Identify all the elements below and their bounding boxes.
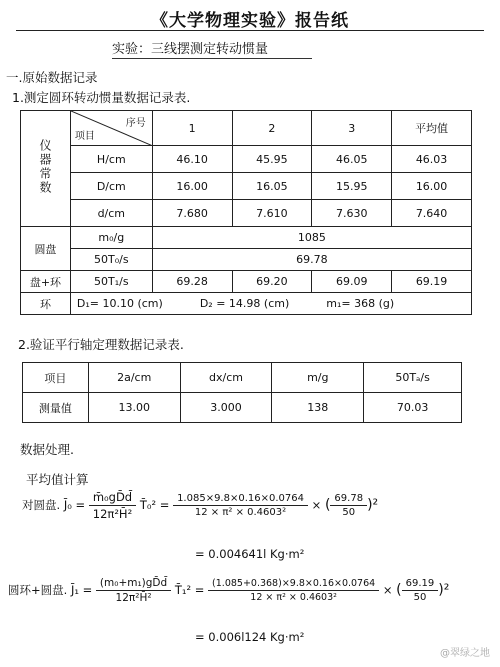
corner-top-label: 序号	[125, 118, 146, 129]
corner-bottom-label: 项目	[74, 131, 95, 142]
combo-period-fraction: $\frac{69.19}{50}$	[402, 578, 439, 603]
row-label: D/cm	[70, 173, 152, 200]
page-header-title: 《大学物理实验》报告纸	[151, 11, 349, 31]
cell: 69.28	[152, 271, 232, 293]
cell: 69.19	[392, 271, 472, 293]
cell: 138	[272, 393, 364, 423]
cell: 7.630	[312, 200, 392, 227]
combo-lhs: J̄₁ =	[70, 583, 93, 597]
cell: 7.640	[392, 200, 472, 227]
cell: 7.680	[152, 200, 232, 227]
col-header: 3	[312, 111, 392, 146]
col-header: 平均值	[392, 111, 472, 146]
disk-numeric-fraction: $\frac{1.085\times 9.8\times 0.16\times 0.0764}{\text{12 × π² × 0.4603²}}$	[173, 493, 308, 518]
group-ring: 环	[21, 293, 71, 315]
cell: 13.00	[88, 393, 180, 423]
col-header: dx/cm	[180, 363, 272, 393]
row-label: d/cm	[70, 200, 152, 227]
corner-header-cell	[70, 111, 152, 146]
cell: 70.03	[364, 393, 462, 423]
cell: 3.000	[180, 393, 272, 423]
section2-title: 2.验证平行轴定理数据记录表.	[18, 337, 184, 352]
ring-dimensions-cell	[70, 293, 471, 315]
average-calc-title: 平均值计算	[26, 472, 89, 487]
header-divider	[16, 30, 484, 31]
experiment-title-underline	[112, 58, 312, 59]
col-header: 50Tₐ/s	[364, 363, 462, 393]
disk-T: T̄₀² =	[139, 498, 170, 512]
combo-numeric-fraction: $\frac{(1.085+0.368)\times 9.8\times 0.16\times 0.0764}{\text{12 × π² × 0.4603²}}$	[208, 578, 379, 603]
cell: 69.09	[312, 271, 392, 293]
disk-period-fraction: $\frac{69.78}{50}$	[330, 493, 367, 518]
combo-times: ×	[382, 583, 393, 597]
col-header: 1	[152, 111, 232, 146]
ring-d1: D₁= 10.10 (cm)	[76, 297, 163, 310]
ring-d2: D₂ = 14.98 (cm)	[199, 297, 290, 310]
cell: 46.10	[152, 146, 232, 173]
group-instrument-constants: 仪器常数	[21, 111, 71, 227]
disk-result: = 0.004641l Kg·m²	[195, 547, 305, 561]
cell: 69.78	[152, 249, 471, 271]
disk-formula: 对圆盘. J̄₀ = $\frac{\text{m̄₀gD̄d̄}}{\text{12π²H̄²}}$ T̄₀² = $\frac{1.085\times 9.8\times 0.16\times 0.0764}{\text{12 × π² × 0.4603²}}$ × ( $\frac{69.78}{50}$ )²	[22, 490, 379, 521]
cell: 7.610	[232, 200, 312, 227]
section1-title: 一.原始数据记录	[6, 70, 98, 85]
col-header: 2a/cm	[88, 363, 180, 393]
combo-result: = 0.006l124 Kg·m²	[195, 630, 305, 644]
cell: 16.00	[152, 173, 232, 200]
cell: 46.05	[312, 146, 392, 173]
col-header: m/g	[272, 363, 364, 393]
disk-symbolic-fraction: $\frac{\text{m̄₀gD̄d̄}}{\text{12π²H̄²}}$	[89, 490, 136, 521]
section1-sub1: 1.测定圆环转动惯量数据记录表.	[12, 90, 191, 105]
row-label: H/cm	[70, 146, 152, 173]
ring-m1: m₁= 368 (g)	[326, 297, 395, 310]
cell: 16.00	[392, 173, 472, 200]
combo-symbolic-fraction: $\frac{\text{(m₀+m₁)gD̄d̄}}{\text{12π²H̄²}}$	[96, 577, 171, 604]
col-header: 2	[232, 111, 312, 146]
watermark: @翠绿之地	[440, 648, 490, 659]
col-header: 项目	[23, 363, 89, 393]
group-disk: 圆盘	[21, 227, 71, 271]
row-label: 50T₀/s	[70, 249, 152, 271]
disk-lhs: J̄₀ =	[63, 498, 86, 512]
cell: 16.05	[232, 173, 312, 200]
combo-T: T̄₁² =	[174, 583, 205, 597]
moment-of-inertia-table	[20, 110, 472, 315]
cell: 15.95	[312, 173, 392, 200]
row-label: 测量值	[23, 393, 89, 423]
row-label: m₀/g	[70, 227, 152, 249]
disk-label: 对圆盘.	[22, 498, 61, 512]
group-disk-ring: 盘+环	[21, 271, 71, 293]
cell: 69.20	[232, 271, 312, 293]
combo-label: 圆环+圆盘.	[8, 583, 68, 597]
combo-formula: 圆环+圆盘. J̄₁ = $\frac{\text{(m₀+m₁)gD̄d̄}}{\text{12π²H̄²}}$ T̄₁² = $\frac{(1.085+0.368)\times 9.8\times 0.16\times 0.0764}{\text{12 × π² × 0.4603²}}$ × ( $\frac{69.19}{50}$ )²	[8, 577, 450, 604]
cell: 1085	[152, 227, 471, 249]
processing-title: 数据处理.	[20, 442, 74, 457]
experiment-title: 实验：三线摆测定转动惯量	[112, 42, 269, 57]
disk-times: ×	[311, 498, 322, 512]
parallel-axis-table	[22, 362, 462, 423]
row-label: 50T₁/s	[70, 271, 152, 293]
cell: 45.95	[232, 146, 312, 173]
cell: 46.03	[392, 146, 472, 173]
